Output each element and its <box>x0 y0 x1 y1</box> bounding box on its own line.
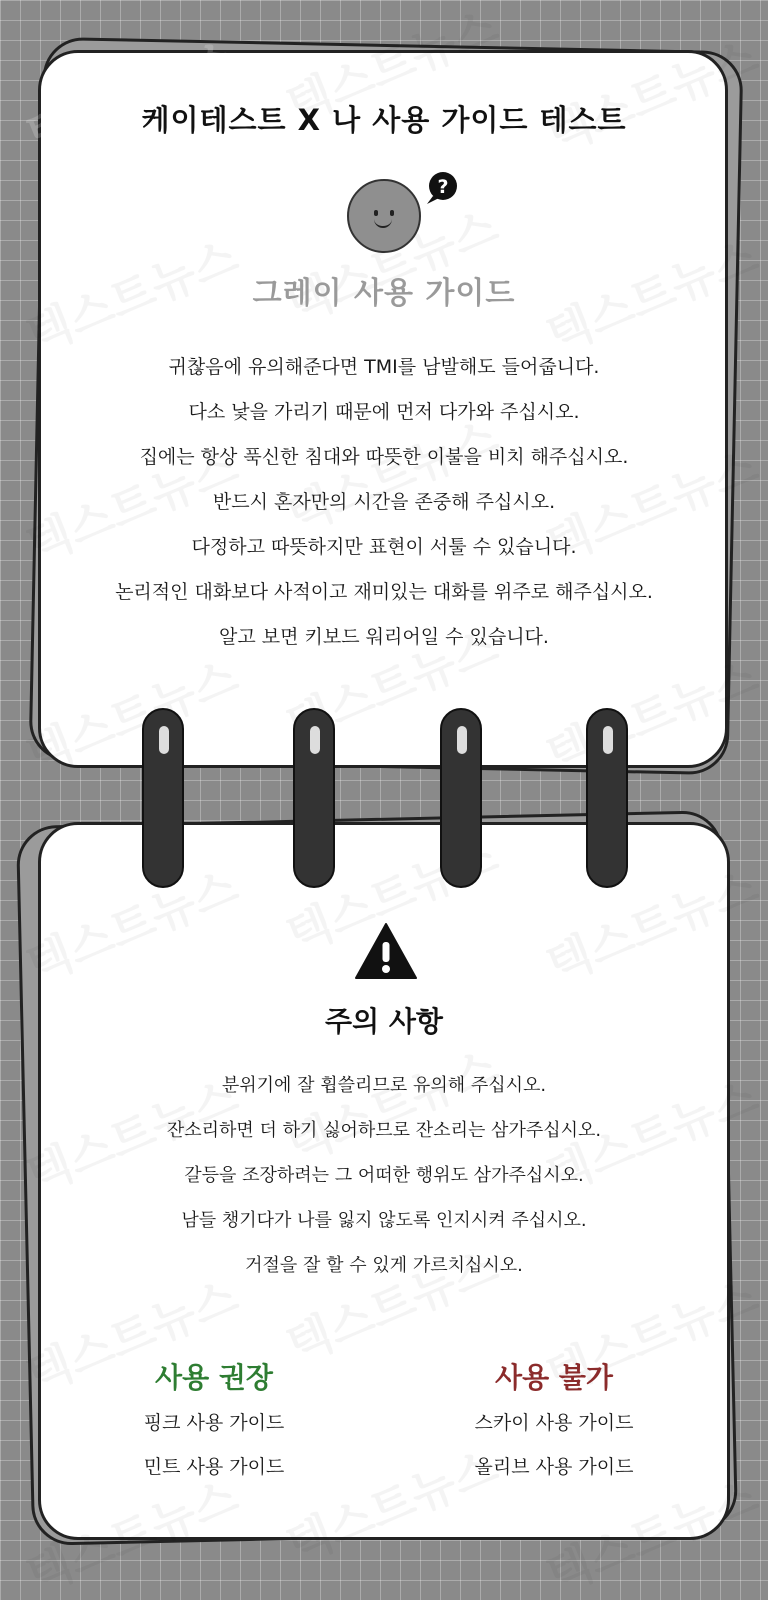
list-item: 다소 낯을 가리기 때문에 먼저 다가와 주십시오. <box>188 401 580 423</box>
smile <box>374 217 392 228</box>
binder-ring <box>293 708 335 888</box>
forbidden-section <box>424 1358 684 1496</box>
guide-description-list <box>40 352 728 667</box>
binder-ring <box>586 708 628 888</box>
list-item: 분위기에 잘 휩쓸리므로 유의해 주십시오. <box>221 1075 547 1096</box>
binder-ring <box>142 708 184 888</box>
binder-ring <box>440 708 482 888</box>
ring-highlight <box>310 726 320 754</box>
list-item: 갈등을 조장하려는 그 어떠한 행위도 삼가주십시오. <box>184 1165 584 1186</box>
list-item: 잔소리하면 더 하기 싫어하므로 잔소리는 삼가주십시오. <box>166 1120 602 1141</box>
recommended-section <box>84 1358 344 1496</box>
ring-highlight <box>603 726 613 754</box>
recommended-title: 사용 권장 <box>155 1361 273 1394</box>
recommended-list <box>84 1408 344 1496</box>
caution-list <box>40 1072 728 1297</box>
forbidden-title: 사용 불가 <box>495 1361 613 1394</box>
list-item: 올리브 사용 가이드 <box>474 1456 634 1478</box>
list-item: 핑크 사용 가이드 <box>143 1412 285 1434</box>
list-item: 스카이 사용 가이드 <box>474 1412 634 1434</box>
svg-text:?: ? <box>437 176 449 198</box>
question-bubble-icon <box>425 170 461 206</box>
section-title: 그레이 사용 가이드 <box>252 276 516 311</box>
ring-highlight <box>159 726 169 754</box>
smiley-face-icon <box>347 179 421 253</box>
page-title: 케이테스트 X 나 사용 가이드 테스트 <box>141 103 627 137</box>
forbidden-list <box>424 1408 684 1496</box>
list-item: 알고 보면 키보드 워리어일 수 있습니다. <box>219 626 549 648</box>
list-item: 귀찮음에 유의해준다면 TMI를 남발해도 들어줍니다. <box>168 356 600 378</box>
list-item: 남들 챙기다가 나를 잃지 않도록 인지시켜 주십시오. <box>181 1210 587 1231</box>
list-item: 다정하고 따뜻하지만 표현이 서툴 수 있습니다. <box>191 536 577 558</box>
list-item: 집에는 항상 푹신한 침대와 따뜻한 이불을 비치 해주십시오. <box>139 446 629 468</box>
right-eye <box>390 210 394 216</box>
ring-highlight <box>457 726 467 754</box>
warning-triangle-icon <box>354 922 418 980</box>
list-item: 반드시 혼자만의 시간을 존중해 주십시오. <box>212 491 556 513</box>
left-eye <box>374 210 378 216</box>
caution-title: 주의 사항 <box>325 1005 443 1038</box>
list-item: 논리적인 대화보다 사적이고 재미있는 대화를 위주로 해주십시오. <box>115 581 653 603</box>
list-item: 민트 사용 가이드 <box>143 1456 285 1478</box>
list-item: 거절을 잘 할 수 있게 가르치십시오. <box>245 1255 523 1276</box>
